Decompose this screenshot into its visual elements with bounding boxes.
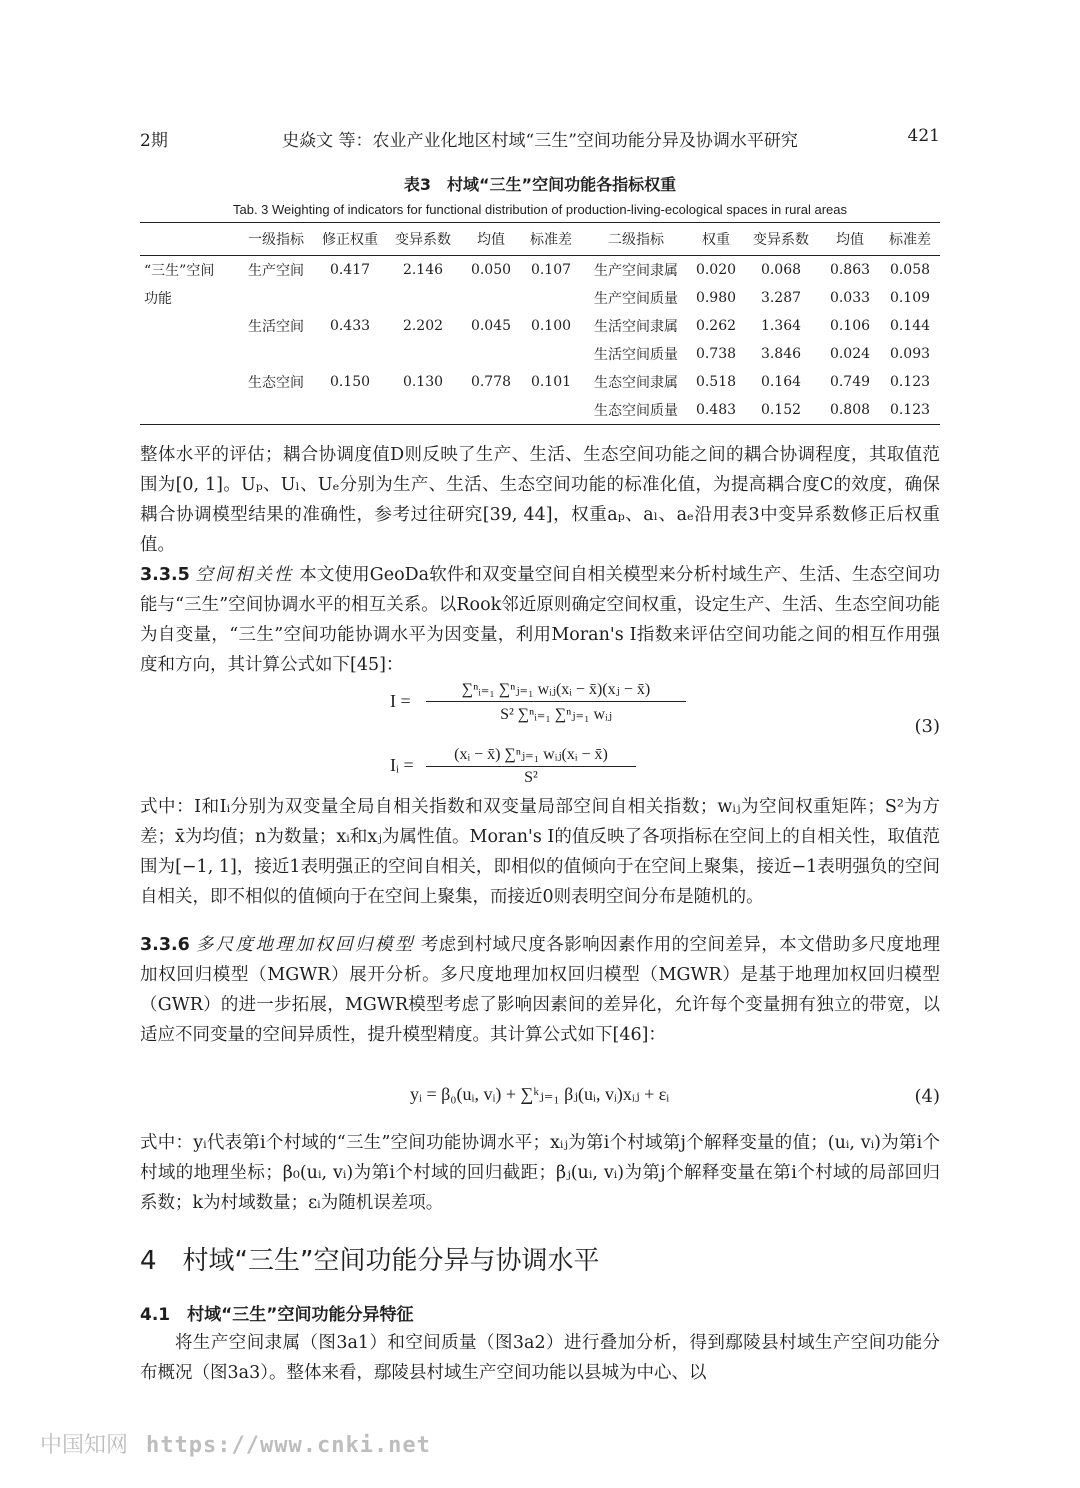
equation-4-number: (4) xyxy=(914,1086,940,1107)
table-cell: 0.749 xyxy=(829,374,871,390)
section-text: 考虑到村域尺度各影响因素作用的空间差异，本文借助多尺度地理加权回归模型（MGWR）展开分析。多尺度地理加权回归模型（MGWR）是基于地理加权回归模型（GWR）的进一步拓展，MGWR模型考虑了影响因素间的差异化，允许每个变量拥有独立的带宽，以适应不同变量的空间异质性，提升模型精度。其计算公式如下[46]： xyxy=(140,935,940,1045)
table-cell xyxy=(140,396,236,425)
table-cell: 生活空间隶属 xyxy=(594,319,678,335)
section-3-3-6 xyxy=(140,930,940,1050)
table-cell: 生产空间 xyxy=(248,263,304,279)
table-cell: 3.846 xyxy=(760,346,802,362)
table-caption-en: Tab. 3 Weighting of indicators for functional distribution of production-living-ecological spaces in rural areas xyxy=(233,202,847,217)
table-cell xyxy=(236,396,316,425)
table-cell: 0.164 xyxy=(760,374,802,390)
table-cell xyxy=(520,284,582,312)
table-header-cell: 均值 xyxy=(477,232,505,248)
table-cell: 0.123 xyxy=(889,374,931,390)
table-cell xyxy=(316,284,384,312)
table-cell: 1.364 xyxy=(760,318,802,334)
table-cell xyxy=(316,340,384,368)
table-cell: 0.020 xyxy=(695,262,737,278)
table-cell xyxy=(236,340,316,368)
table-cell: 0.808 xyxy=(829,402,871,418)
table-cell xyxy=(316,396,384,425)
table-cell: 0.150 xyxy=(329,374,371,390)
section-title: 多尺度地理加权回归模型 xyxy=(195,935,415,955)
table-header-cell: 标准差 xyxy=(889,232,931,248)
table-cell xyxy=(384,284,462,312)
table-header-row xyxy=(140,223,940,256)
table-cell xyxy=(462,340,520,368)
table-cell: 生态空间 xyxy=(248,375,304,391)
table-cell xyxy=(140,368,236,396)
table-cell: 生态空间质量 xyxy=(594,403,678,419)
table-caption-cn: 表3 村域“三生”空间功能各指标权重 xyxy=(403,175,677,194)
table-cell: 0.100 xyxy=(530,318,572,334)
table-cell: 0.101 xyxy=(530,374,572,390)
eq3-lhs-1: I = xyxy=(390,690,411,711)
table-cell: 0.130 xyxy=(402,374,444,390)
table-row xyxy=(140,396,940,425)
section-number: 3.3.5 xyxy=(140,565,190,585)
table-header-cell: 修正权重 xyxy=(322,232,378,248)
table-cell: 0.152 xyxy=(760,402,802,418)
table-cell: 0.093 xyxy=(889,346,931,362)
eq3-denominator-2: S² xyxy=(524,768,538,786)
fraction-bar xyxy=(426,701,686,702)
table-cell xyxy=(520,340,582,368)
table-row xyxy=(140,340,940,368)
table-cell xyxy=(140,312,236,340)
section-4-1-heading: 4.1 村域“三生”空间功能分异特征 xyxy=(140,1305,414,1325)
table-cell xyxy=(140,340,236,368)
table-cell: 0.050 xyxy=(470,262,512,278)
table-cell xyxy=(384,396,462,425)
table-header-cell: 标准差 xyxy=(530,232,572,248)
table-cell xyxy=(462,284,520,312)
weights-table xyxy=(140,222,940,425)
table-cell: 3.287 xyxy=(760,290,802,306)
table-cell xyxy=(520,396,582,425)
equation-3-number: (3) xyxy=(914,716,940,737)
table-cell: 2.146 xyxy=(402,262,444,278)
table-cell xyxy=(236,284,316,312)
section-3-3-5 xyxy=(140,560,940,680)
paragraph-mgwr-vars: 式中：yᵢ代表第i个村域的“三生”空间功能协调水平；xᵢⱼ为第i个村域第j个解释变量的值；(uᵢ, vᵢ)为第i个村域的地理坐标；β₀(uᵢ, vᵢ)为第i个村域的回归截距；βⱼ(uᵢ, vᵢ)为第j个解释变量在第i个村域的局部回归系数；k为村域数量；εᵢ为随机误差项。 xyxy=(140,1133,940,1213)
table-cell: 0.106 xyxy=(829,318,871,334)
table-header-cell: 变异系数 xyxy=(395,232,451,248)
section-title: 空间相关性 xyxy=(195,565,294,585)
table-cell: “三生”空间 xyxy=(144,263,215,279)
table-cell: 0.123 xyxy=(889,402,931,418)
table-cell: 0.980 xyxy=(695,290,737,306)
table-header-cell: 权重 xyxy=(702,232,730,248)
equation-4: yᵢ = β₀(uᵢ, vᵢ) + ∑ᵏⱼ₌₁ βⱼ(uᵢ, vᵢ)xᵢⱼ + εᵢ xyxy=(410,1084,670,1104)
cnki-url[interactable]: https://www.cnki.net xyxy=(146,1433,431,1458)
eq3-numerator-2: (xᵢ − x̄) ∑ⁿⱼ₌₁ wᵢⱼ(xᵢ − x̄) xyxy=(454,745,608,763)
table-cell: 0.863 xyxy=(829,262,871,278)
table-cell xyxy=(384,340,462,368)
table-cell: 0.107 xyxy=(530,262,572,278)
paragraph-moran: 式中：I和Iᵢ分别为双变量全局自相关指数和双变量局部空间自相关指数；wᵢⱼ为空间权重矩阵；S²为方差；x̄为均值；n为数量；xᵢ和xⱼ为属性值。Moran's I的值反映了各项指标在空间上的自相关性，取值范围为[−1, 1]，接近1表明强正的空间自相关，即相似的值倾向于在空间上聚集，接近−1表明强负的空间自相关，即不相似的值倾向于在空间上聚集，而接近0则表明空间分布是随机的。 xyxy=(140,797,940,907)
table-row xyxy=(140,368,940,396)
table-cell: 0.109 xyxy=(889,290,931,306)
table-cell: 0.033 xyxy=(829,290,871,306)
table-cell: 生产空间隶属 xyxy=(594,263,678,279)
table-cell: 0.068 xyxy=(760,262,802,278)
table-cell: 0.024 xyxy=(829,346,871,362)
table-cell: 功能 xyxy=(144,291,172,307)
table-cell: 0.417 xyxy=(329,262,371,278)
table-cell: 生态空间隶属 xyxy=(594,375,678,391)
table-cell: 0.778 xyxy=(470,374,512,390)
table-body xyxy=(140,256,940,425)
paragraph-coupling: 整体水平的评估；耦合协调度值D则反映了生产、生活、生态空间功能之间的耦合协调程度，其取值范围为[0, 1]。Uₚ、Uₗ、Uₑ分别为生产、生活、生态空间功能的标准化值，为提高耦合度C的效度，确保耦合协调模型结果的准确性，参考过往研究[39, 44]，权重aₚ、aₗ、aₑ沿用表3中变异系数修正后权重值。 xyxy=(140,445,940,555)
equation-3 xyxy=(390,672,690,794)
table-cell: 生活空间质量 xyxy=(594,347,678,363)
table-row xyxy=(140,284,940,312)
table-cell: 生产空间质量 xyxy=(594,291,678,307)
table-cell: 0.738 xyxy=(695,346,737,362)
table-cell: 0.144 xyxy=(889,318,931,334)
table-header-cell xyxy=(140,223,236,256)
fraction-bar xyxy=(426,766,636,767)
table-header-cell: 二级指标 xyxy=(608,232,664,248)
table-cell: 0.045 xyxy=(470,318,512,334)
table-cell: 0.483 xyxy=(695,402,737,418)
table-header-cell: 均值 xyxy=(836,232,864,248)
table-cell: 0.058 xyxy=(889,262,931,278)
table-row xyxy=(140,312,940,340)
paragraph-production-space: 将生产空间隶属（图3a1）和空间质量（图3a2）进行叠加分析，得到鄢陵县村域生产空间功能分布概况（图3a3）。整体来看，鄢陵县村域生产空间功能以县城为中心、以 xyxy=(140,1333,940,1383)
table-cell: 2.202 xyxy=(402,318,444,334)
cnki-watermark xyxy=(40,1428,431,1459)
running-title: 史焱文 等：农业产业化地区村域“三生”空间功能分异及协调水平研究 xyxy=(282,131,798,151)
section-text: 本文使用GeoDa软件和双变量空间自相关模型来分析村域生产、生活、生态空间功能与“三生”空间协调水平的相互关系。以Rook邻近原则确定空间权重，设定生产、生活、生态空间功能为自变量，“三生”空间功能协调水平为因变量，利用Moran's I指数来评估空间功能之间的相互作用强度和方向，其计算公式如下[45]： xyxy=(140,565,940,675)
table-cell: 0.262 xyxy=(695,318,737,334)
table-header-cell: 变异系数 xyxy=(753,232,809,248)
page-number: 421 xyxy=(907,126,940,146)
table-cell: 生活空间 xyxy=(248,319,304,335)
section-number: 3.3.6 xyxy=(140,935,190,955)
cnki-brand: 中国知网 xyxy=(40,1433,129,1458)
eq3-denominator-1: S² ∑ⁿᵢ₌₁ ∑ⁿⱼ₌₁ wᵢⱼ xyxy=(500,705,612,723)
issue-number: 2期 xyxy=(140,131,168,151)
section-4-heading: 4 村域“三生”空间功能分异与协调水平 xyxy=(140,1246,600,1276)
table-header-cell: 一级指标 xyxy=(248,232,304,248)
eq3-numerator-1: ∑ⁿᵢ₌₁ ∑ⁿⱼ₌₁ wᵢⱼ(xᵢ − x̄)(xⱼ − x̄) xyxy=(461,680,651,698)
table-cell: 0.518 xyxy=(695,374,737,390)
running-header xyxy=(140,126,940,156)
table-row xyxy=(140,256,940,285)
table-cell xyxy=(462,396,520,425)
table-cell: 0.433 xyxy=(329,318,371,334)
eq3-lhs-2: Iᵢ = xyxy=(390,754,414,775)
